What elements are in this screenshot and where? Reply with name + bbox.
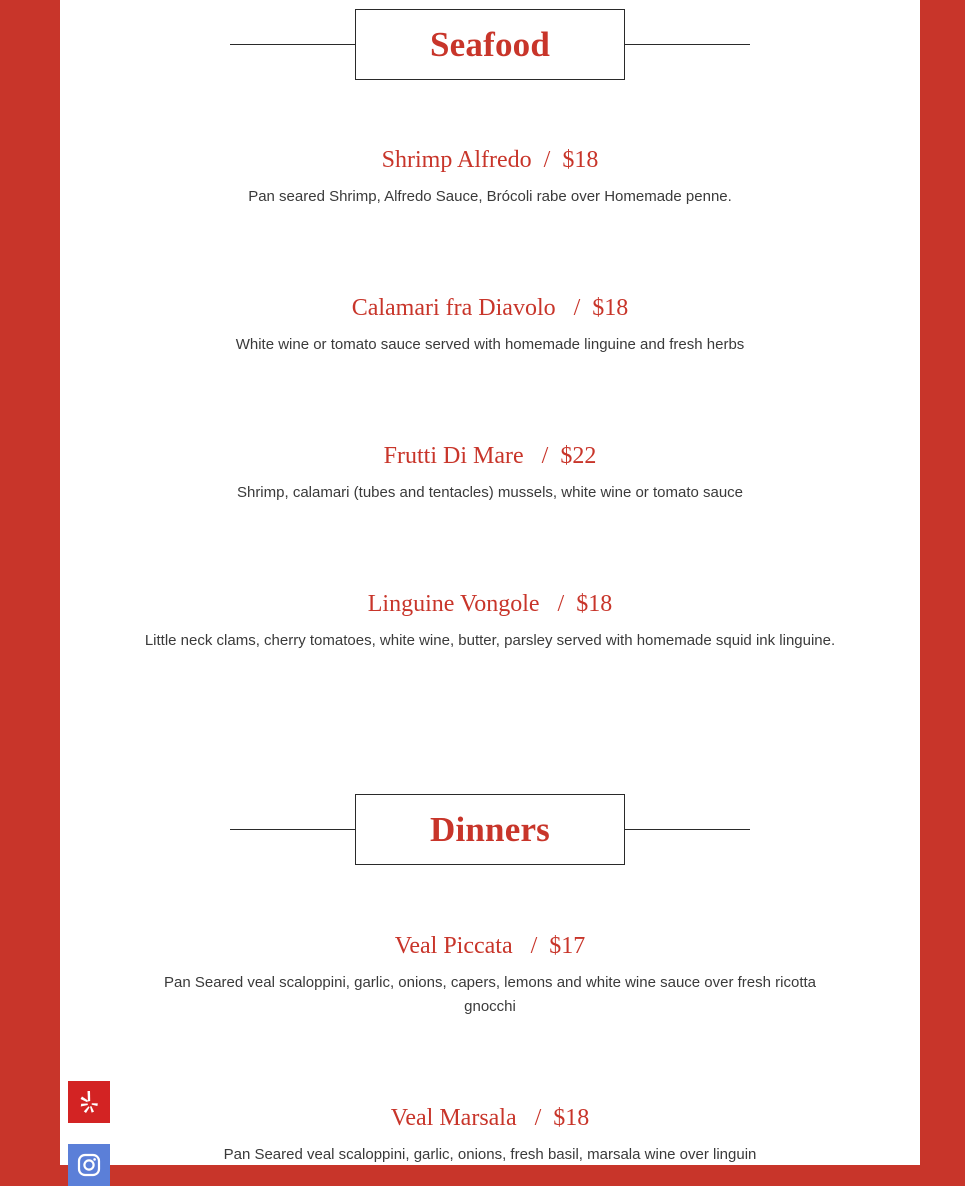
- menu-item-description: Pan Seared veal scaloppini, garlic, onions, capers, lemons and white wine sauce over fresh ricotta gnocchi: [163, 974, 817, 1015]
- menu-item-title: Shrimp Alfredo / $18: [381, 147, 599, 173]
- yelp-icon: [77, 1089, 101, 1115]
- menu-item: [60, 293, 920, 357]
- section-header-seafood: [230, 9, 750, 81]
- menu-item-title: Veal Marsala / $18: [390, 1105, 590, 1131]
- menu-item-description: Pan seared Shrimp, Alfredo Sauce, Brócoli rabe over Homemade penne.: [248, 188, 732, 205]
- menu-panel: [60, 0, 920, 1165]
- menu-item-description: Shrimp, calamari (tubes and tentacles) mussels, white wine or tomato sauce: [236, 484, 744, 501]
- divider-line: [625, 829, 750, 830]
- menu-item-description: Pan Seared veal scaloppini, garlic, onions, fresh basil, marsala wine over linguin: [223, 1146, 757, 1163]
- menu-item: [60, 589, 920, 653]
- divider-line: [625, 44, 750, 45]
- yelp-link[interactable]: [68, 1081, 110, 1123]
- divider-line: [230, 44, 355, 45]
- menu-item-description: Little neck clams, cherry tomatoes, white wine, butter, parsley served with homemade squid ink linguine.: [144, 632, 836, 649]
- menu-item-title: Calamari fra Diavolo / $18: [351, 295, 629, 321]
- menu-item: [60, 931, 920, 1019]
- menu-item-title: Frutti Di Mare / $22: [383, 443, 597, 469]
- section-title: Seafood: [429, 24, 551, 64]
- menu-item: [60, 145, 920, 209]
- section-title-box: [355, 794, 625, 865]
- section-title: Dinners: [429, 809, 551, 849]
- menu-item-title: Veal Piccata / $17: [394, 933, 586, 959]
- divider-line: [230, 829, 355, 830]
- menu-item-description: White wine or tomato sauce served with homemade linguine and fresh herbs: [235, 336, 745, 353]
- menu-item: [60, 1103, 920, 1165]
- menu-item: [60, 441, 920, 505]
- instagram-link[interactable]: [68, 1144, 110, 1186]
- instagram-icon: [76, 1152, 102, 1178]
- section-header-dinners: [230, 794, 750, 866]
- section-title-box: [355, 9, 625, 80]
- menu-item-title: Linguine Vongole / $18: [367, 591, 613, 617]
